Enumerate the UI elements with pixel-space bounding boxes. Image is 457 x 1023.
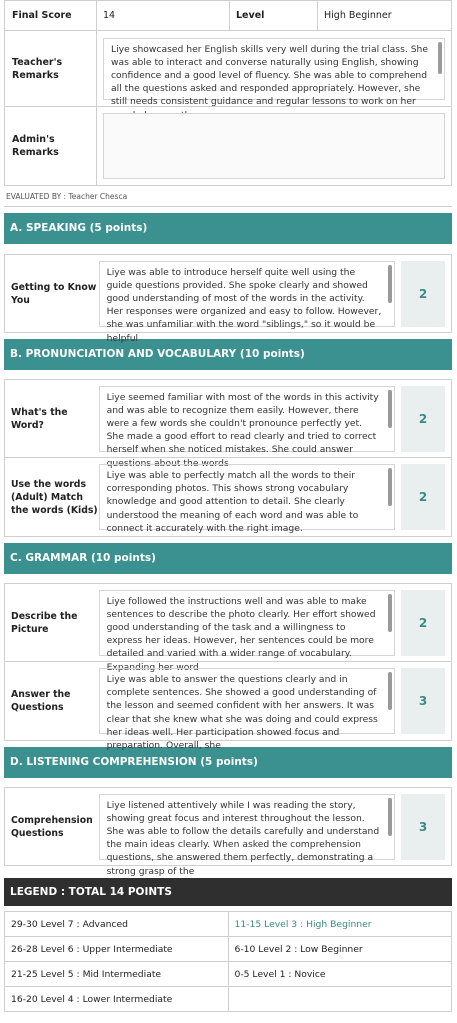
summary-table (4, 0, 452, 186)
criterion-remark-box[interactable] (99, 668, 396, 752)
section-header-listening: D. LISTENING COMPREHENSION (5 points) (4, 747, 452, 777)
legend-item: 29-30 Level 7 : Advanced (5, 912, 229, 937)
criterion-label: Answer the Questions (11, 689, 71, 713)
teacher-remarks-text: Liye showcased her English skills very well during the trial class. She was able to interact and converse naturally using English, showing confidence and a good level of fluency. She was able to comprehend all the questions asked and responded appropriately. However, she still needs consistent guidance and regular lessons to work on her (111, 43, 429, 108)
scrollbar-thumb[interactable] (388, 798, 392, 836)
criterion-score: 3 (401, 794, 445, 860)
scrollbar-thumb[interactable] (388, 594, 392, 632)
scrollbar-thumb[interactable] (388, 672, 392, 710)
legend-item: 6-10 Level 2 : Low Beginner (228, 937, 452, 962)
criterion-row (4, 583, 452, 673)
criterion-remark: Liye followed the instructions well and was able to make sentences to describe the photo clearly. Her effort showed good understanding of the task and a willingness to express her ideas. However, her sentences could be more detailed and varied with a wider range of vocabulary. Expanding her word (106, 595, 376, 673)
legend-header: LEGEND : TOTAL 14 POINTS (4, 878, 452, 906)
criterion-remark-box[interactable] (99, 590, 396, 673)
scrollbar-thumb[interactable] (388, 390, 392, 428)
section-header-grammar: C. GRAMMAR (10 points) (4, 543, 452, 573)
final-score-label: Final Score (5, 1, 97, 31)
criterion-label: Describe the Picture (11, 610, 78, 635)
criterion-remark-box[interactable] (99, 464, 396, 534)
scrollbar-thumb[interactable] (438, 42, 442, 74)
criterion-label: Use the words (Adult) Match the words (Kids) (11, 478, 98, 516)
criterion-label: Comprehension Questions (11, 814, 93, 839)
criterion-score: 2 (401, 261, 445, 327)
criterion-row (4, 458, 452, 537)
criterion-remark: Liye listened attentively while I was reading the story, showing great focus and interest throughout the lesson. She was able to follow the details carefully and understand the main ideas clearly. When asked the comprehension questions, she answered them perfectly, demonstrating a strong grasp of the (106, 799, 380, 877)
level-value: High Beginner (318, 1, 452, 31)
teacher-remarks-box[interactable] (103, 38, 445, 108)
criterion-remark-box[interactable] (99, 386, 396, 469)
criterion-row (4, 254, 452, 344)
criterion-row (4, 379, 452, 469)
criterion-score: 2 (401, 464, 445, 530)
admin-remarks-box[interactable] (103, 113, 445, 179)
evaluated-by: EVALUATED BY : Teacher Chesca (6, 192, 128, 201)
criterion-label: Getting to Know You (11, 281, 97, 306)
legend-item-current: 11-15 Level 3 : High Beginner (228, 912, 452, 937)
evaluation-report (4, 0, 452, 1012)
criterion-row (4, 787, 452, 877)
teacher-remarks-label: Teacher's Remarks (5, 31, 97, 107)
criterion-remark-box[interactable] (99, 794, 396, 877)
legend-table (4, 911, 452, 1012)
criterion-remark: Liye seemed familiar with most of the words in this activity and was able to recognize them easily. However, there were a few words she couldn't pronounce perfectly yet. She made a good effort to read clearly and tried to correct herself when she noticed mistakes. She could answer questions about the words (106, 391, 379, 469)
legend-item (228, 987, 452, 1012)
criterion-remark: Liye was able to perfectly match all the words to their corresponding photos. This shows strong vocabulary knowledge and good attention to detail. She clearly understood the meaning of each word and was able to connect it accurately with the right image. (106, 470, 359, 534)
section-header-pronunciation: B. PRONUNCIATION AND VOCABULARY (10 points) (4, 339, 452, 369)
criterion-score: 3 (401, 668, 445, 734)
criterion-row (4, 662, 452, 752)
legend-item: 0-5 Level 1 : Novice (228, 962, 452, 987)
criterion-remark-box[interactable] (99, 261, 396, 344)
scrollbar-thumb[interactable] (388, 468, 392, 506)
criterion-score: 2 (401, 590, 445, 656)
section-header-speaking: A. SPEAKING (5 points) (4, 213, 452, 243)
final-score-value: 14 (97, 1, 230, 31)
criterion-remark: Liye was able to answer the questions clearly and in complete sentences. She showed a good understanding of the lesson and seemed confident with her answers. It was clear that she knew what she was doing and could express her ideas well. Her participation showed focus and preparation. Overall, she (106, 674, 378, 752)
legend-item: 16-20 Level 4 : Lower Intermediate (5, 987, 229, 1012)
admin-remarks-label: Admin's Remarks (5, 107, 97, 186)
legend-item: 21-25 Level 5 : Mid Intermediate (5, 962, 229, 987)
criterion-label: What's the Word? (11, 406, 68, 431)
scrollbar-thumb[interactable] (388, 265, 392, 303)
admin-remarks-text (104, 114, 444, 178)
level-label: Level (230, 1, 318, 31)
criterion-score: 2 (401, 386, 445, 452)
criterion-remark: Liye was able to introduce herself quite well using the guide questions provided. She spoke clearly and showed good understanding of most of the words in the activity. Her responses were organized and easy to follow. However, she was unfamiliar with the word "siblings," so it would be helpful (106, 266, 382, 344)
legend-item: 26-28 Level 6 : Upper Intermediate (5, 937, 229, 962)
